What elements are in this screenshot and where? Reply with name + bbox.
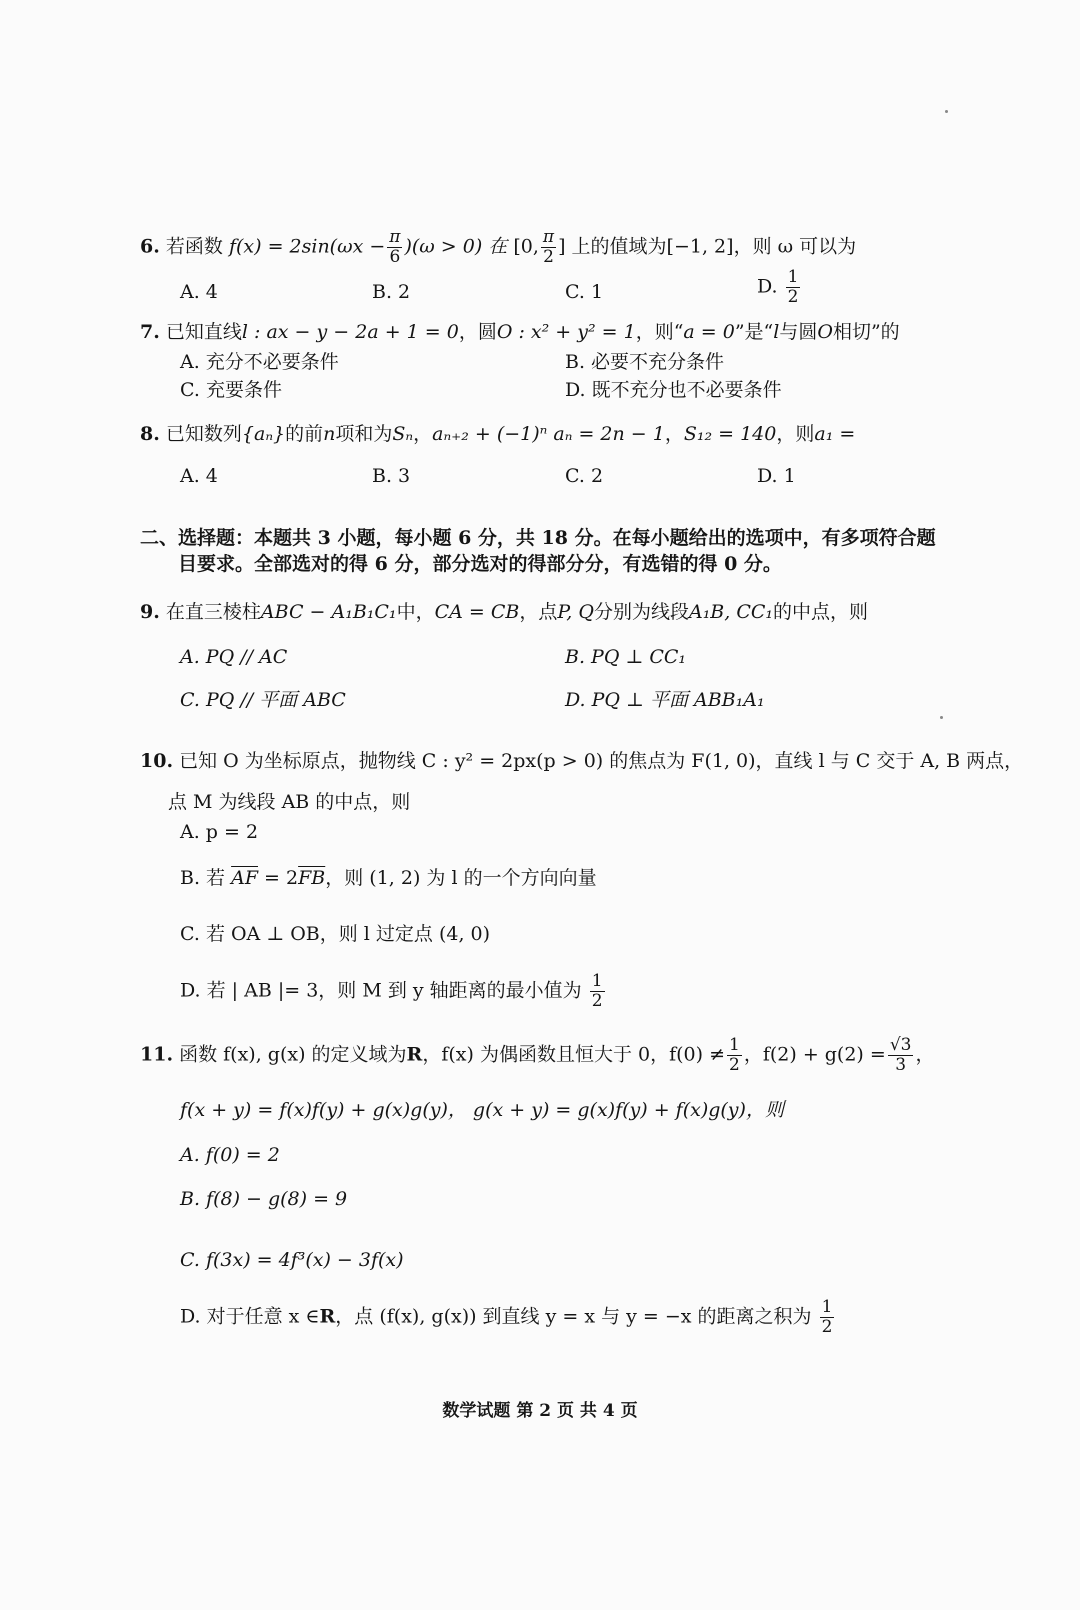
q8-recurrence: aₙ₊₂ + (−1)ⁿ aₙ = 2n − 1 bbox=[432, 423, 665, 445]
q6-fraction: $\frac{\pi}{6}$ bbox=[389, 227, 401, 267]
q10-option-d-fraction: $\frac{1}{2}$ bbox=[591, 971, 603, 1011]
q7-option-a: A. 充分不必要条件 bbox=[180, 351, 339, 373]
q10-option-a: A. p = 2 bbox=[180, 821, 259, 843]
q6-option-d: D. $\frac{1}{2}$ bbox=[757, 267, 799, 307]
q8-option-d: D. 1 bbox=[757, 465, 796, 487]
q11-sqrt3-fraction: $\frac{√3}{3}$ bbox=[889, 1035, 912, 1075]
q6-condition: )(ω > 0) 在 bbox=[404, 235, 508, 258]
q9-option-c: C. PQ // 平面 ABC bbox=[180, 689, 346, 711]
question-6-stem bbox=[140, 228, 856, 267]
question-number: 7. bbox=[140, 321, 160, 343]
q6-function: f(x) = 2sin(ωx − bbox=[228, 235, 386, 258]
q6-option-c: C. 1 bbox=[565, 281, 604, 303]
q6-option-d-fraction: $\frac{1}{2}$ bbox=[787, 267, 799, 307]
q7-line-equation: l : ax − y − 2a + 1 = 0 bbox=[241, 321, 459, 343]
q9-option-b: B. PQ ⊥ CC₁ bbox=[565, 646, 687, 668]
scan-speck bbox=[940, 716, 943, 719]
section-heading-line1: 二、选择题：本题共 3 小题，每小题 6 分，共 18 分。在每小题给出的选项中，有多项符合题 bbox=[140, 527, 936, 549]
vector-af: $\overline{AF}$ bbox=[231, 867, 258, 889]
q6-option-b: B. 2 bbox=[372, 281, 411, 303]
question-11-stem-line2: f(x + y) = f(x)f(y) + g(x)g(y)， g(x + y) = g(x)f(y) + f(x)g(y)，则 bbox=[180, 1099, 784, 1121]
q6-interval-open: [0, bbox=[513, 235, 539, 258]
q11-option-d-fraction: $\frac{1}{2}$ bbox=[821, 1297, 833, 1337]
q10-option-c: C. 若 OA ⊥ OB，则 l 过定点 (4, 0) bbox=[180, 923, 491, 945]
q11-f0-fraction: $\frac{1}{2}$ bbox=[729, 1035, 740, 1075]
q9-option-a: A. PQ // AC bbox=[180, 646, 288, 668]
question-7-stem: 7. 已知直线l : ax − y − 2a + 1 = 0，圆O : x² + y² = 1，则“a = 0”是“l与圆O相切”的 bbox=[140, 321, 900, 343]
section-heading-line2: 目要求。全部选对的得 6 分，部分选对的得部分分，有选错的得 0 分。 bbox=[178, 553, 782, 575]
question-number: 10. bbox=[140, 750, 174, 772]
question-number: 11. bbox=[140, 1043, 174, 1066]
question-10-stem-line2: 点 M 为线段 AB 的中点，则 bbox=[168, 791, 411, 813]
q6-text: 若函数 bbox=[165, 235, 223, 258]
q6-tail: ，则 ω 可以为 bbox=[733, 235, 857, 258]
q10-option-d: D. 若 | AB |= 3，则 M 到 y 轴距离的最小值为 $\frac{1}{2}$ bbox=[180, 971, 603, 1011]
q9-prism: ABC − A₁B₁C₁ bbox=[260, 601, 397, 623]
question-number: 9. bbox=[140, 601, 160, 623]
question-number: 6. bbox=[140, 235, 160, 258]
q6-range: [−1, 2] bbox=[666, 235, 734, 258]
question-10-stem-line1: 10. 已知 O 为坐标原点，抛物线 C : y² = 2px(p > 0) 的焦点为 F(1, 0)，直线 l 与 C 交于 A, B 两点， bbox=[140, 750, 1024, 772]
scan-speck bbox=[945, 110, 948, 113]
q8-option-a: A. 4 bbox=[180, 465, 218, 487]
question-11-stem-line1: 11. 函数 f(x), g(x) 的定义域为R，f(x) 为偶函数且恒大于 0，f(0) ≠ $\frac{1}{2}$ ，f(2) + g(2) = $\frac{√3}{3}$ ， bbox=[140, 1035, 935, 1075]
q7-option-b: B. 必要不充分条件 bbox=[565, 351, 725, 373]
q7-option-c: C. 充要条件 bbox=[180, 379, 282, 401]
q11-option-d: D. 对于任意 x ∈R，点 (f(x), g(x)) 到直线 y = x 与 y = −x 的距离之积为 $\frac{1}{2}$ bbox=[180, 1297, 833, 1337]
question-9-stem: 9. 在直三棱柱ABC − A₁B₁C₁中，CA = CB，点P, Q分别为线段A₁B, CC₁的中点，则 bbox=[140, 601, 869, 623]
q10-option-b: B. 若 $\overline{AF} = 2\overline{FB}$，则 (1, 2) 为 l 的一个方向向量 bbox=[180, 867, 597, 889]
q9-option-d: D. PQ ⊥ 平面 ABB₁A₁ bbox=[565, 689, 765, 711]
q7-option-d: D. 既不充分也不必要条件 bbox=[565, 379, 782, 401]
q6-option-a: A. 4 bbox=[180, 281, 218, 303]
q11-option-c: C. f(3x) = 4f³(x) − 3f(x) bbox=[180, 1249, 404, 1271]
question-number: 8. bbox=[140, 423, 160, 445]
q8-option-b: B. 3 bbox=[372, 465, 411, 487]
q7-circle-equation: O : x² + y² = 1 bbox=[496, 321, 636, 343]
question-8-stem: 8. 已知数列{aₙ}的前n项和为Sₙ，aₙ₊₂ + (−1)ⁿ aₙ = 2n − 1，S₁₂ = 140，则a₁ = bbox=[140, 423, 856, 445]
page-footer: 数学试题 第 2 页 共 4 页 bbox=[442, 1401, 638, 1421]
q6-interval-fraction: $\frac{\pi}{2}$ bbox=[542, 227, 555, 267]
q6-interval-close: ] 上的值域为 bbox=[558, 235, 667, 258]
q11-option-a: A. f(0) = 2 bbox=[180, 1144, 280, 1166]
vector-fb: $\overline{FB}$ bbox=[298, 867, 326, 889]
q11-option-b: B. f(8) − g(8) = 9 bbox=[180, 1188, 348, 1210]
q8-option-c: C. 2 bbox=[565, 465, 604, 487]
